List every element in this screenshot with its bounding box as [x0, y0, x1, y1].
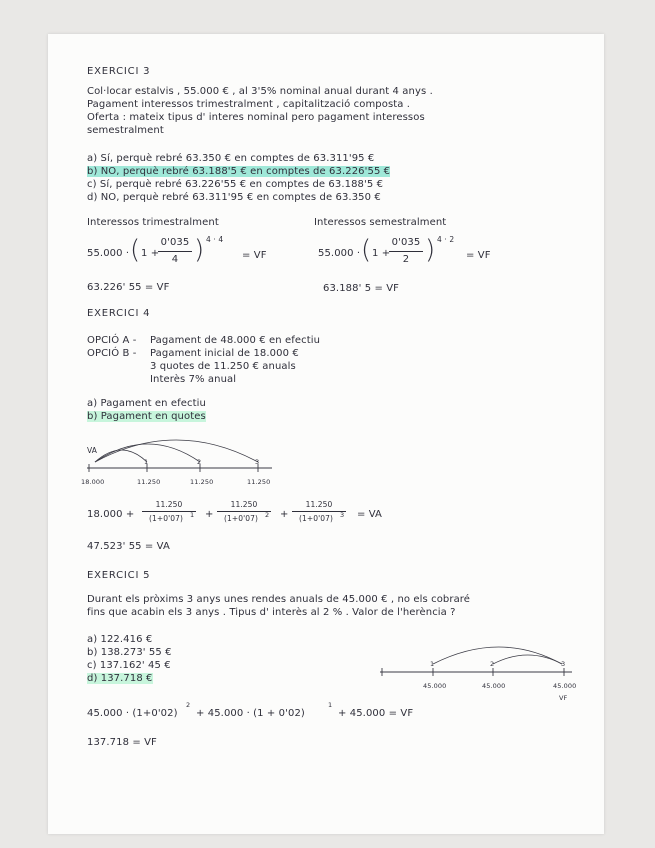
exercise-3-option-d: d) NO, perquè rebré 63.311'95 € en comptes de 63.350 € [87, 192, 381, 203]
exercise-4-title: EXERCICI 4 [87, 308, 151, 319]
va-label: VA [87, 446, 97, 455]
open-paren: ( [361, 235, 372, 265]
exercise-3-statement-line: Oferta : mateix tipus d' interes nominal pero pagament interessos [87, 112, 425, 123]
exercise-5-option-b: b) 138.273' 55 € [87, 647, 172, 658]
amount-label: 11.250 [190, 478, 214, 486]
exercise-5-statement-line: Durant els pròxims 3 anys unes rendes anuals de 45.000 € , no els cobraré [87, 594, 471, 605]
semiannual-rate-denominator: 2 [402, 254, 410, 265]
exercise-3-statement-line: Col·locar estalvis , 55.000 € , al 3'5% nominal anual durant 4 anys . [87, 86, 433, 97]
quarterly-exponent: 4 · 4 [206, 235, 224, 244]
term-denominator: (1+0'07) [298, 514, 334, 523]
plus-sign: + [205, 509, 214, 520]
option-b-line: 3 quotes de 11.250 € anuals [150, 361, 296, 372]
exercise-5-statement-line: fins que acabin els 3 anys . Tipus d' interès al 2 % . Valor de l'herència ? [87, 607, 456, 618]
period-label: 1 [430, 660, 435, 668]
exercise-4-answer-a: a) Pagament en efectiu [87, 398, 206, 409]
option-b-line: Interès 7% anual [150, 374, 237, 385]
quarterly-heading: Interessos trimestralment [87, 217, 219, 228]
quarterly-equals-vf: = VF [242, 250, 267, 261]
vf-label: VF [559, 694, 568, 702]
semiannual-result: 63.188' 5 = VF [323, 283, 400, 294]
exercise-5-result: 137.718 = VF [87, 737, 157, 748]
exercise-3-option-a: a) Sí, perquè rebré 63.350 € en comptes de 63.311'95 € [87, 153, 375, 164]
exercise-4-answer-b-selected: b) Pagament en quotes [87, 411, 206, 422]
option-a-label: OPCIÓ A - [87, 335, 137, 346]
plus-sign: + [280, 509, 289, 520]
quarterly-rate-numerator: 0'035 [160, 237, 190, 248]
term-numerator: 11.250 [305, 500, 333, 509]
exercise-5-option-c: c) 137.162' 45 € [87, 660, 171, 671]
amount-label: 11.250 [247, 478, 271, 486]
ex5-equation-term: + 45.000 = VF [338, 708, 414, 719]
quarterly-result: 63.226' 55 = VF [87, 282, 170, 293]
term-numerator: 11.250 [155, 500, 183, 509]
semiannual-heading: Interessos semestralment [314, 217, 447, 228]
quarterly-rate-denominator: 4 [171, 254, 179, 265]
period-label: 3 [561, 660, 566, 668]
semiannual-one-plus: 1 + [372, 248, 391, 259]
ex4-equation-start: 18.000 + [87, 509, 135, 520]
semiannual-base: 55.000 · [318, 248, 361, 259]
exercise-5-title: EXERCICI 5 [87, 570, 151, 581]
exercise-3-statement-line: semestralment [87, 125, 164, 136]
exercise-3-option-c: c) Sí, perquè rebré 63.226'55 € en comptes de 63.188'5 € [87, 179, 384, 190]
exercise-5-option-a: a) 122.416 € [87, 634, 153, 645]
semiannual-rate-numerator: 0'035 [391, 237, 421, 248]
quarterly-one-plus: 1 + [141, 248, 160, 259]
option-b-label: OPCIÓ B - [87, 348, 137, 359]
close-paren: ) [425, 235, 436, 265]
ex5-exponent: 2 [186, 701, 191, 709]
ex5-exponent: 1 [328, 701, 333, 709]
amount-label: 11.250 [137, 478, 161, 486]
exercise-3-option-b-selected: b) NO, perquè rebré 63.188'5 € en comptes de 63.226'55 € [87, 166, 391, 177]
amount-label: 45.000 [482, 682, 506, 690]
period-label: 2 [197, 458, 202, 466]
semiannual-exponent: 4 · 2 [437, 235, 455, 244]
semiannual-equals-vf: = VF [466, 250, 491, 261]
amount-label: 45.000 [423, 682, 447, 690]
exercise-3-statement-line: Pagament interessos trimestralment , capitalització composta . [87, 99, 411, 110]
term-denominator: (1+0'07) [148, 514, 184, 523]
option-b-line: Pagament inicial de 18.000 € [150, 348, 299, 359]
option-a-text: Pagament de 48.000 € en efectiu [150, 335, 321, 346]
exercise-5-option-d-selected: d) 137.718 € [87, 673, 153, 684]
term-numerator: 11.250 [230, 500, 258, 509]
term-denominator: (1+0'07) [223, 514, 259, 523]
amount-label: 18.000 [81, 478, 105, 486]
equals-va: = VA [357, 509, 382, 520]
term-exponent: 3 [340, 511, 345, 519]
period-label: 2 [490, 660, 495, 668]
exercise-3-title: EXERCICI 3 [87, 66, 151, 77]
open-paren: ( [130, 235, 141, 265]
term-exponent: 2 [265, 511, 270, 519]
close-paren: ) [194, 235, 205, 265]
period-label: 1 [144, 458, 149, 466]
amount-label: 45.000 [553, 682, 577, 690]
ex5-equation-term: 45.000 · (1+0'02) [87, 708, 178, 719]
exercise-4-result: 47.523' 55 = VA [87, 541, 170, 552]
period-label: 3 [255, 458, 260, 466]
quarterly-base: 55.000 · [87, 248, 130, 259]
term-exponent: 1 [190, 511, 195, 519]
ex5-equation-term: + 45.000 · (1 + 0'02) [196, 708, 305, 719]
